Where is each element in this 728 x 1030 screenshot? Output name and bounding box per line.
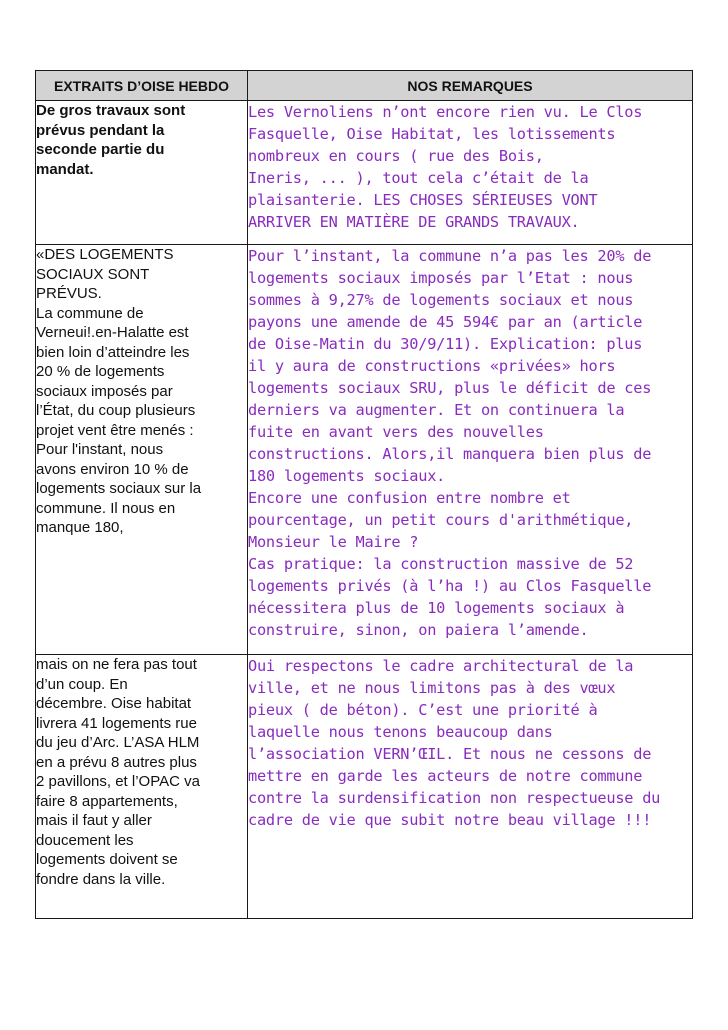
text-line: contre la surdensification non respectueuse du (248, 789, 661, 807)
text-line: «DES LOGEMENTS (36, 246, 174, 263)
text-line: manque 180, (36, 519, 124, 536)
extract-cell-2 (36, 245, 248, 655)
text-line: il y aura de constructions «privées» hors (248, 357, 616, 375)
text-line: Fasquelle, Oise Habitat, les lotissements (248, 125, 616, 143)
text-line: livrera 41 logements rue (36, 714, 197, 732)
text-line: Monsieur le Maire ? (248, 533, 419, 551)
text-line: plaisanterie. LES CHOSES SÉRIEUSES VONT (248, 191, 598, 209)
text-line: prévus pendant la (36, 121, 165, 139)
text-line: nombreux en cours ( rue des Bois, (248, 147, 544, 165)
text-line: faire 8 appartements, (36, 792, 178, 810)
comparison-table (35, 70, 693, 919)
text-line: mais on ne fera pas tout (36, 656, 197, 673)
text-line: laquelle nous tenons beaucoup dans (248, 723, 553, 741)
text-line: De gros travaux sont (36, 102, 186, 119)
text-line: ARRIVER EN MATIÈRE DE GRANDS TRAVAUX. (248, 213, 580, 231)
remark-cell-2 (248, 245, 693, 655)
text-line: pourcentage, un petit cours d'arithmétique, (248, 511, 634, 529)
text-line: doucement les (36, 831, 134, 849)
text-line: Verneui!.en-Halatte est (36, 324, 189, 341)
text-line: logements privés (à l’ha !) au Clos Fasquelle (248, 577, 652, 595)
header-remarks: NOS REMARQUES (248, 71, 693, 101)
text-line: logements doivent se (36, 851, 178, 868)
text-line: l’État, du coup plusieurs (36, 402, 196, 419)
table-row (36, 655, 693, 919)
text-line: avons environ 10 % de (36, 460, 189, 478)
table-row (36, 245, 693, 655)
text-line: seconde partie du (36, 141, 165, 158)
text-line: projet vent être menés : (36, 421, 194, 439)
text-line: commune. Il nous en (36, 499, 176, 517)
text-line: logements sociaux sur la (36, 480, 202, 497)
text-line: bien loin d’atteindre les (36, 343, 190, 361)
text-line: 180 logements sociaux. (248, 467, 446, 485)
text-line: mais il faut y aller (36, 812, 152, 829)
text-line: Les Vernoliens n’ont encore rien vu. Le Clos (248, 103, 643, 121)
table-header-row (36, 71, 693, 101)
header-extracts: EXTRAITS D’OISE HEBDO (36, 71, 248, 101)
text-line: Pour l'instant, nous (36, 441, 164, 458)
text-line: sommes à 9,27% de logements sociaux et nous (248, 291, 634, 309)
table-row (36, 101, 693, 245)
text-line: en a prévu 8 autres plus (36, 753, 197, 771)
text-line: de Oise-Matin du 30/9/11). Explication: plus (248, 335, 643, 353)
text-line: 2 pavillons, et l’OPAC va (36, 773, 200, 790)
text-line: Pour l’instant, la commune n’a pas les 20% de (248, 247, 652, 265)
text-line: mandat. (36, 160, 94, 178)
text-line: cadre de vie que subit notre beau village !!! (248, 811, 652, 829)
text-line: ville, et ne nous limitons pas à des vœux (248, 679, 616, 697)
text-line: Oui respectons le cadre architectural de la (248, 657, 634, 675)
text-line: Cas pratique: la construction massive de 52 (248, 555, 634, 573)
text-line: logements sociaux SRU, plus le déficit de ces (248, 379, 652, 397)
text-line: payons une amende de 45 594€ par an (article (248, 313, 643, 331)
text-line: du jeu d’Arc. L’ASA HLM (36, 734, 200, 751)
text-line: fuite en avant vers des nouvelles (248, 423, 544, 441)
text-line: nécessitera plus de 10 logements sociaux à (248, 599, 625, 617)
text-line: Ineris, ... ), tout cela c’était de la (248, 169, 589, 187)
text-line: mettre en garde les acteurs de notre commune (248, 767, 643, 785)
text-line: PRÉVUS. (36, 285, 102, 302)
text-line: Encore une confusion entre nombre et (248, 489, 571, 507)
text-line: pieux ( de béton). C’est une priorité à (248, 701, 598, 719)
text-line: fondre dans la ville. (36, 870, 166, 888)
text-line: La commune de (36, 304, 144, 322)
text-line: derniers va augmenter. Et on continuera la (248, 401, 625, 419)
text-line: sociaux imposés par (36, 382, 173, 400)
text-line: logements sociaux imposés par l’Etat : nous (248, 269, 634, 287)
remark-cell-1 (248, 101, 693, 245)
extract-cell-3 (36, 655, 248, 919)
remark-cell-3 (248, 655, 693, 919)
text-line: SOCIAUX SONT (36, 265, 150, 283)
text-line: construire, sinon, on paiera l’amende. (248, 621, 589, 639)
extract-cell-1 (36, 101, 248, 245)
text-line: l’association VERN’ŒIL. Et nous ne cessons de (248, 745, 652, 763)
text-line: constructions. Alors,il manquera bien plus de (248, 445, 652, 463)
text-line: décembre. Oise habitat (36, 695, 192, 712)
text-line: 20 % de logements (36, 363, 165, 380)
text-line: d’un coup. En (36, 675, 128, 693)
